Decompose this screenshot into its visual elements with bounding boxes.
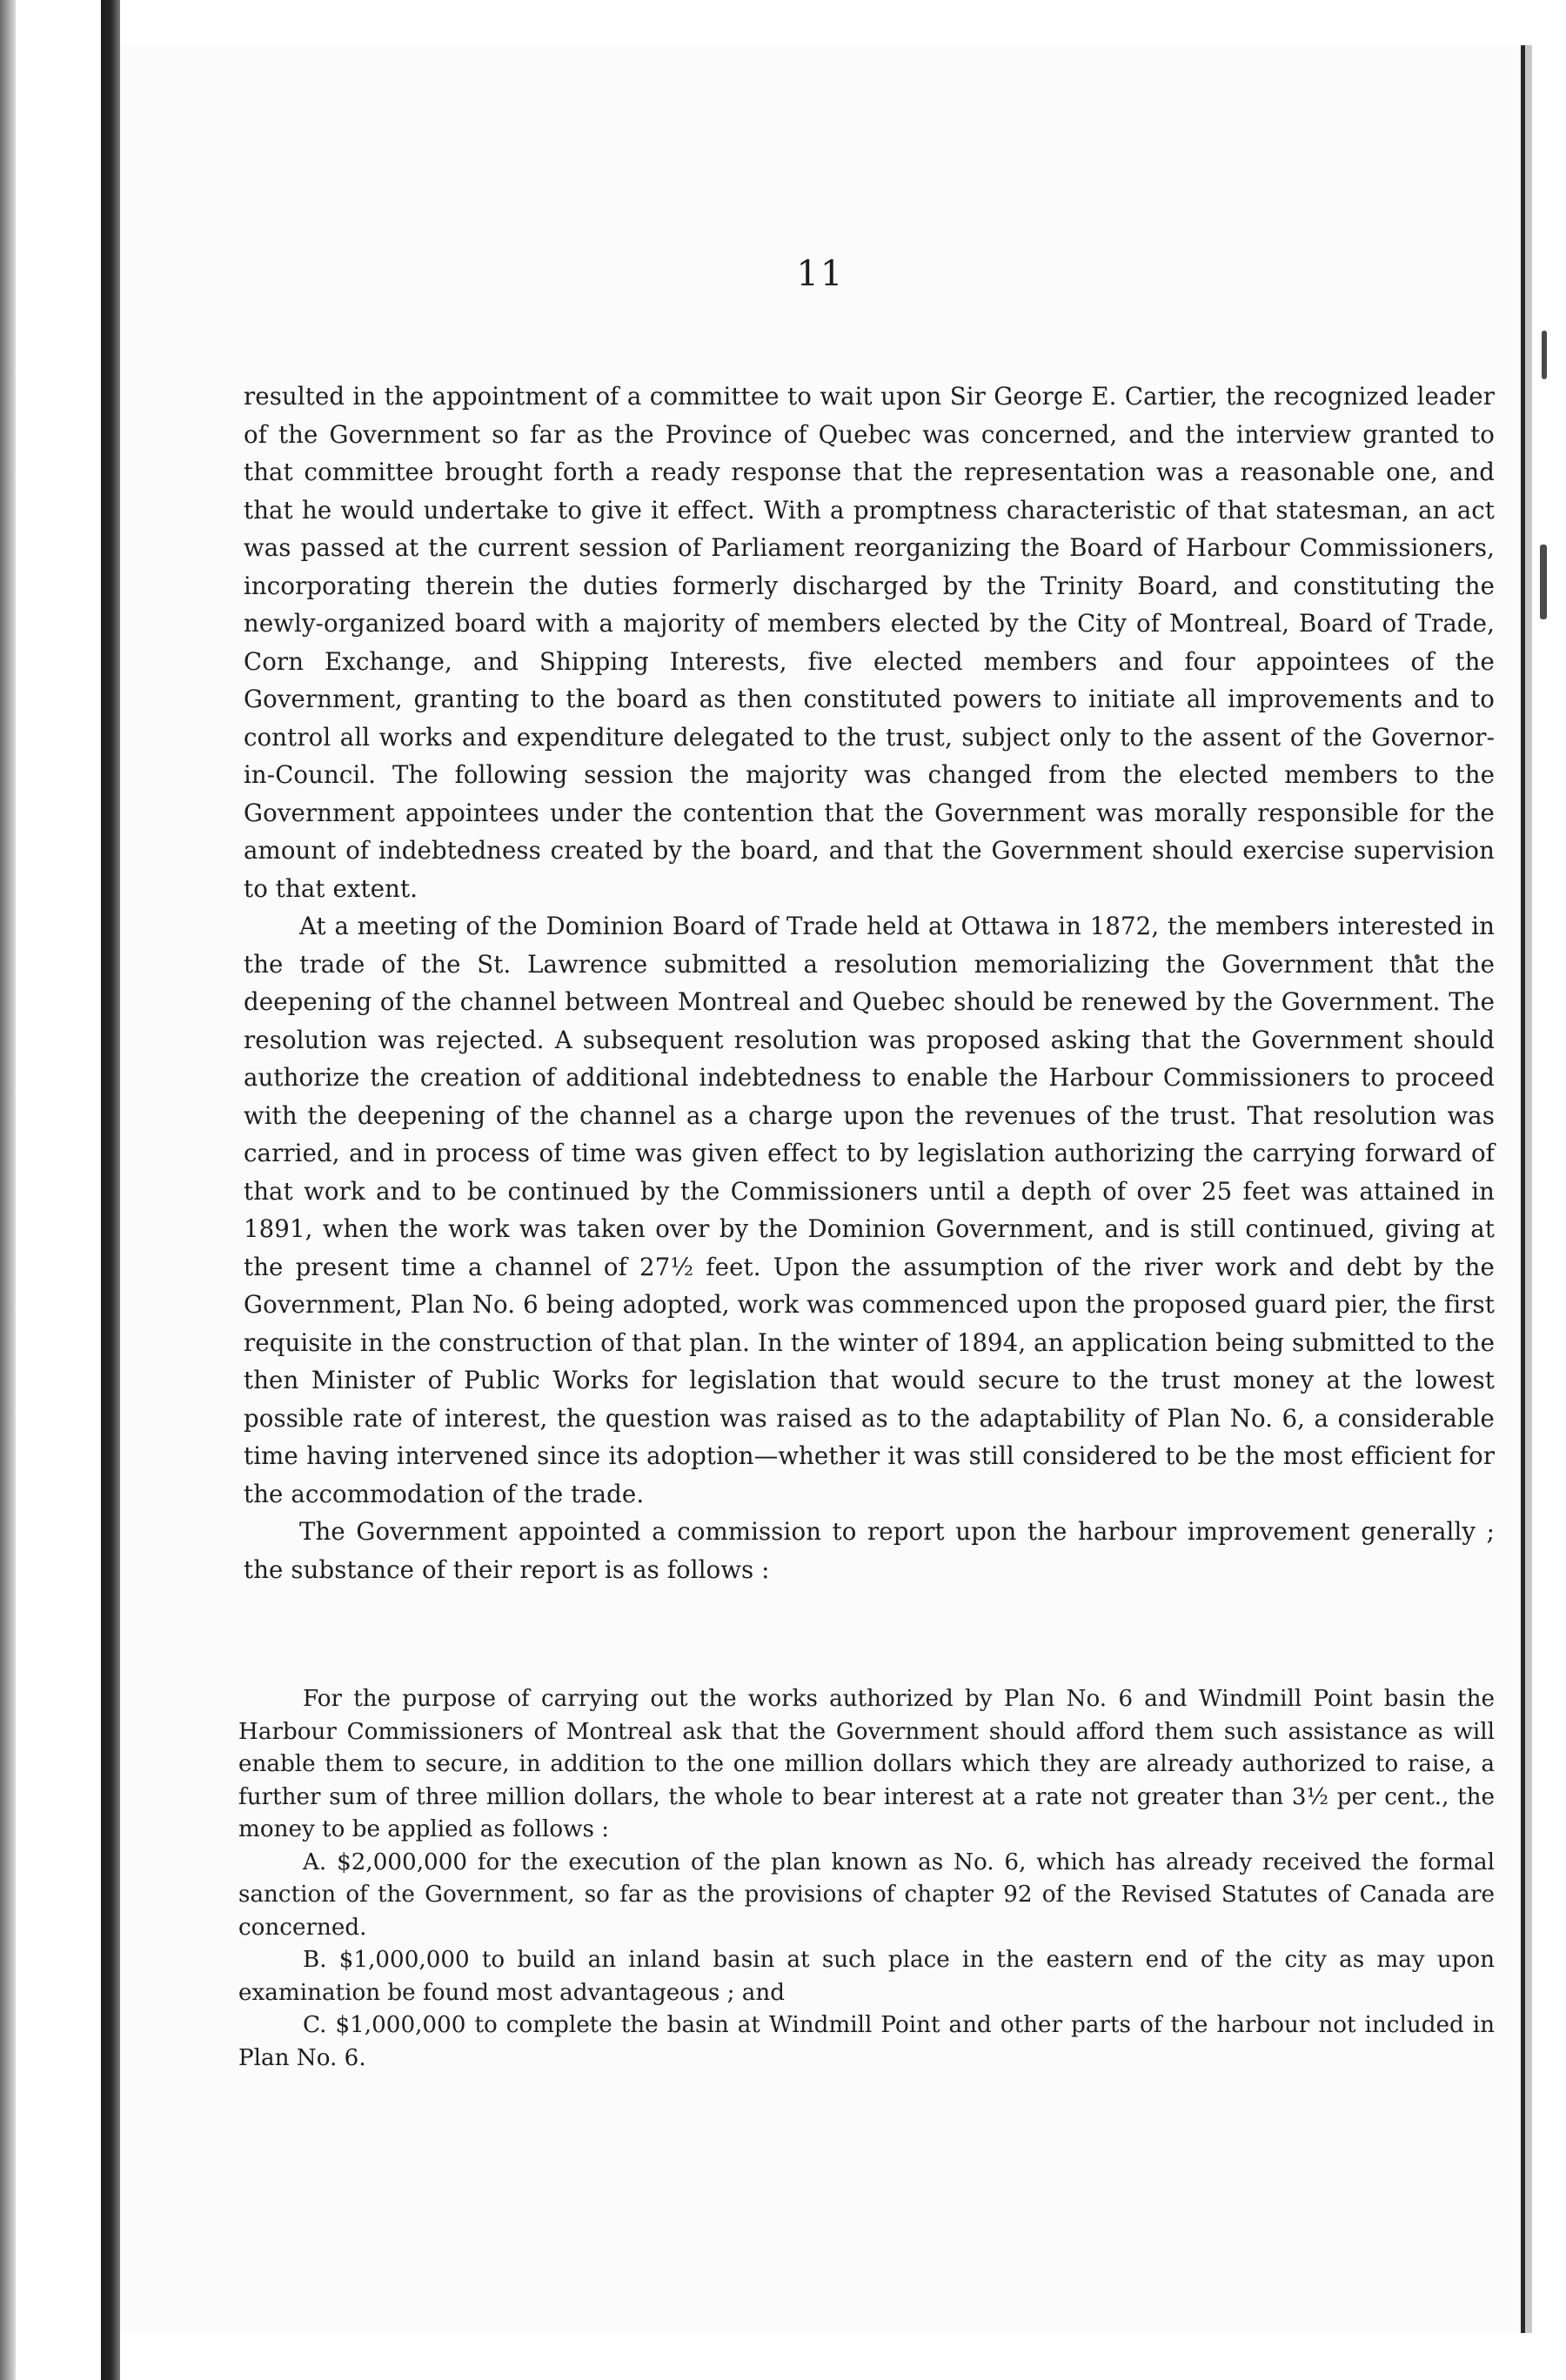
report-quotation [238, 1683, 1495, 2075]
gutter-shadow [0, 0, 16, 2380]
body-paragraph-2: At a meeting of the Dominion Board of Trade held at Ottawa in 1872, the members interested in the trade of the St. Lawrence submitted a resolution memorializing the Government that the deepening of the channel between Montreal and Quebec should be renewed by the Government. The resolution was rejected. A subsequent resolution was proposed asking that the Government should authorize the creation of additional indebtedness to enable the Harbour Commissioners to proceed with the deepening of the channel as a charge upon the revenues of the trust. That resolution was carried, and in process of time was given effect to by legislation authorizing the carrying forward of that work and to be continued by the Commissioners until a depth of over 25 feet was attained in 1891, when the work was taken over by the Dominion Government, and is still continued, giving at the present time a channel of 27½ feet. Upon the assumption of the river work and debt by the Government, Plan No. 6 being adopted, work was commenced upon the proposed guard pier, the first requisite in the construction of that plan. In the winter of 1894, an application being submitted to the then Minister of Public Works for legislation that would secure to the trust money at the lowest possible rate of interest, the question was raised as to the adaptability of Plan No. 6, a considerable time having intervened since its adoption—whether it was still considered to be the most efficient for the accommodation of the trade. [244, 912, 1495, 1508]
edge-mark-middle [1540, 545, 1547, 619]
quote-item-c: C. $1,000,000 to complete the basin at Windmill Point and other parts of the harbour not included in Plan No. 6. [238, 2012, 1495, 2071]
edge-mark-top [1542, 331, 1547, 379]
page-number: 11 [796, 254, 845, 294]
book-spine [101, 0, 120, 2380]
body-paragraph-3: The Government appointed a commission to report upon the harbour improvement generally ; the substance of their report is as follows : [244, 1517, 1495, 1584]
quote-item-b: B. $1,000,000 to build an inland basin at such place in the eastern end of the city as may upon examination be found most advantageous ; and [238, 1947, 1495, 2006]
quote-paragraph-intro: For the purpose of carrying out the works authorized by Plan No. 6 and Windmill Point basin the Harbour Commissioners of Montreal ask that the Government should afford them such assistance as will enable them to secure, in addition to the one million dollars which they are already authorized to raise, a further sum of three million dollars, the whole to bear interest at a rate not greater than 3½ per cent., the money to be applied as follows : [238, 1686, 1495, 1842]
document-page [120, 45, 1525, 2333]
body-paragraph-1: resulted in the appointment of a committee to wait upon Sir George E. Cartier, the recognized leader of the Government so far as the Province of Quebec was concerned, and the interview granted to that committee brought forth a ready response that the representation was a reasonable one, and that he would undertake to give it effect. With a promptness characteristic of that statesman, an act was passed at the current session of Parliament reorganizing the Board of Harbour Commissioners, incorporating therein the duties formerly discharged by the Trinity Board, and constituting the newly-organized board with a majority of members elected by the City of Montreal, Board of Trade, Corn Exchange, and Shipping Interests, five elected members and four appointees of the Government, granting to the board as then constituted powers to initiate all improvements and to control all works and expenditure delegated to the trust, subject only to the assent of the Governor-in-Council. The following session the majority was changed from the elected members to the Government appointees under the contention that the Government was morally responsible for the amount of indebtedness created by the board, and that the Government should exercise supervision to that extent. [244, 382, 1495, 903]
quote-item-a: A. $2,000,000 for the execution of the plan known as No. 6, which has already received the formal sanction of the Government, so far as the provisions of chapter 92 of the Revised Statutes of Canada are concerned. [238, 1849, 1495, 1941]
body-text [244, 378, 1495, 1588]
